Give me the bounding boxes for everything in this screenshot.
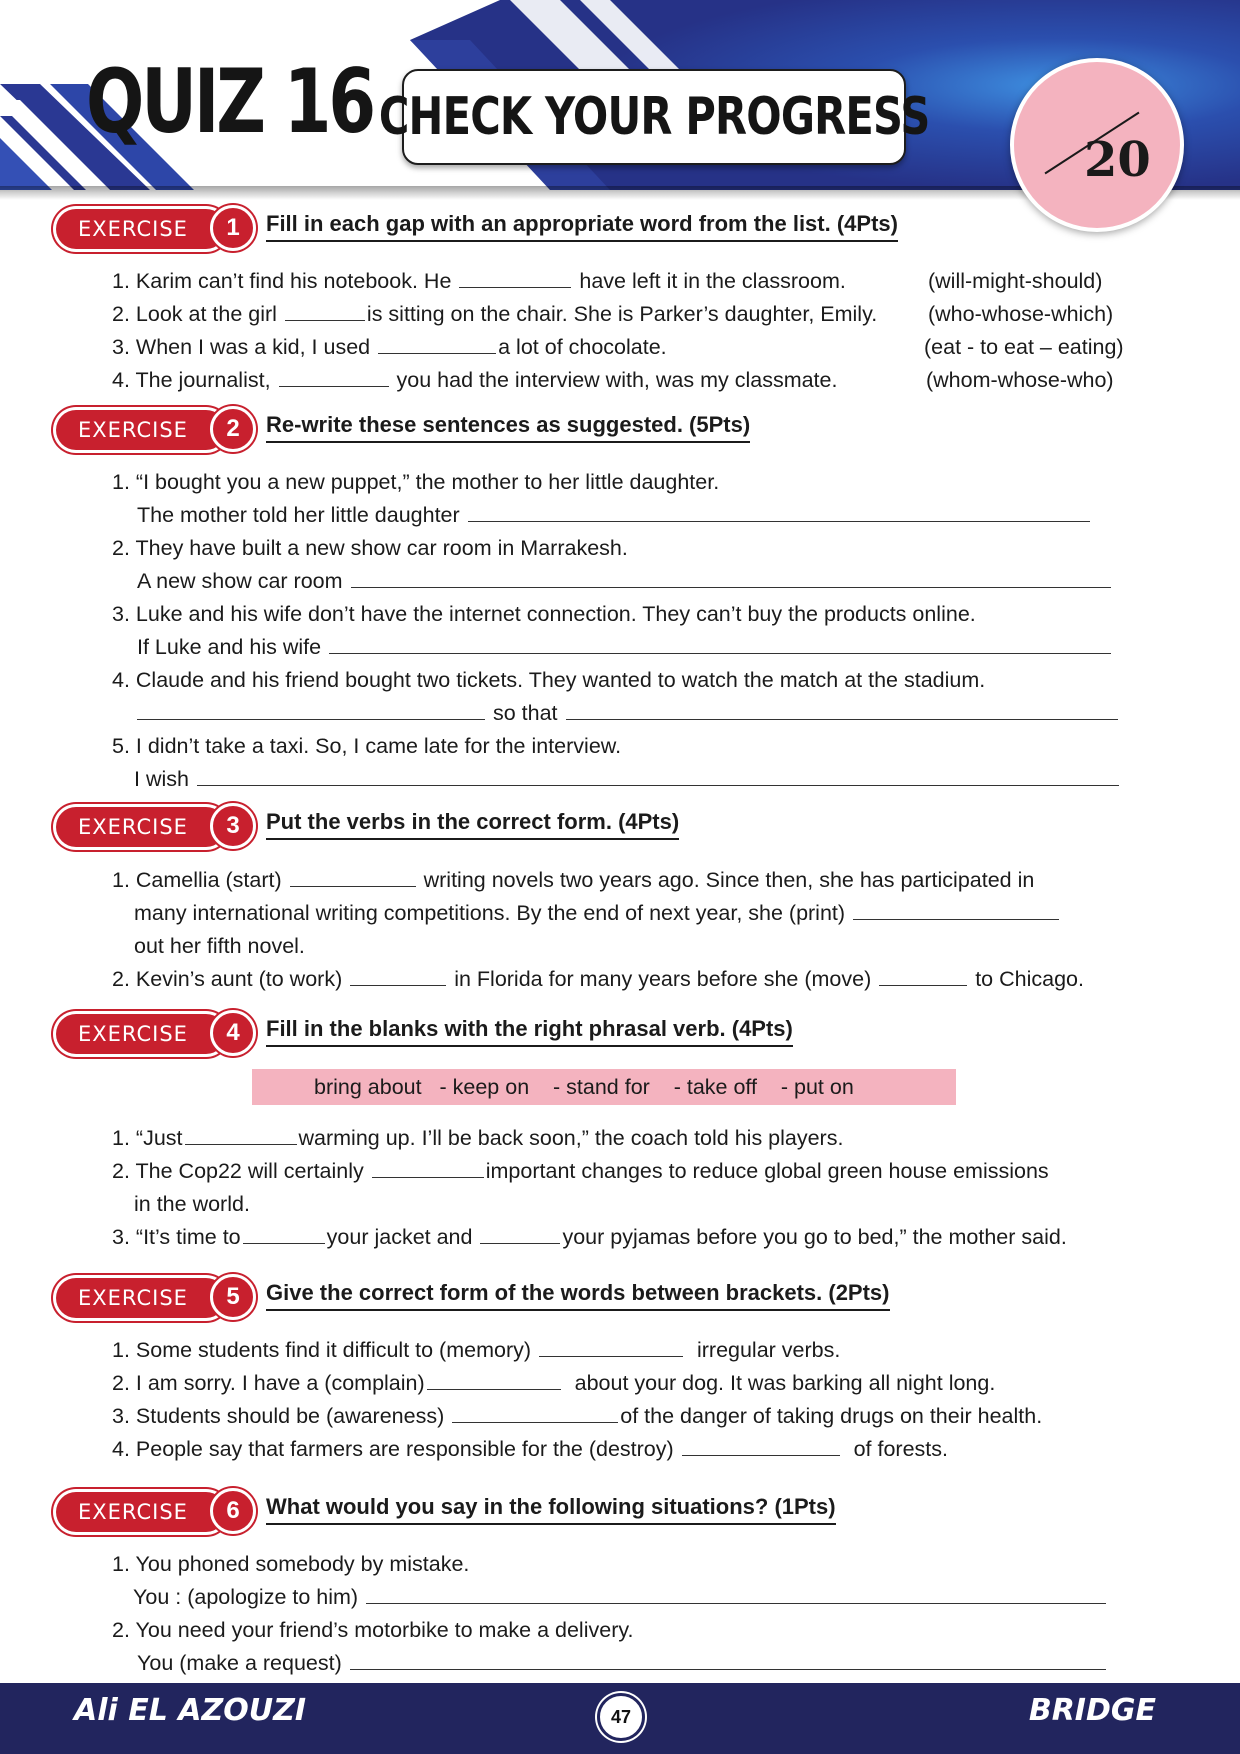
answer-blank[interactable] [378,333,496,354]
question-line: 4. The journalist, you had the interview with, was my classmate. [112,368,838,392]
exercise-title: Re-write these sentences as suggested. (5Pts) [266,412,750,443]
word-options: (who-whose-which) [928,302,1114,326]
answer-blank[interactable] [682,1435,840,1456]
answer-line: so that [135,699,1120,727]
question-line: 2. Look at the girl is sitting on the chair. She is Parker’s daughter, Emily. [112,302,878,326]
check-progress-banner [378,69,930,165]
exercise-title: Fill in each gap with an appropriate word from the list. (4Pts) [266,211,898,242]
question-line: 1. “I bought you a new puppet,” the mother to her little daughter. [112,470,720,494]
question-line: 2. You need your friend’s motorbike to make a delivery. [112,1618,634,1642]
question-line: in the world. [134,1192,250,1216]
answer-line: A new show car room [137,567,1113,595]
exercise-title: Give the correct form of the words between brackets. (2Pts) [266,1280,890,1311]
word-list-text: bring about - keep on - stand for - take off - put on [314,1075,854,1099]
question-line: 3. Students should be (awareness) of the danger of taking drugs on their health. [112,1404,1043,1428]
question-line: 4. People say that farmers are responsible for the (destroy) of forests. [112,1437,948,1461]
exercise-label: EXERCISE [56,1278,226,1318]
answer-line: You (make a request) [137,1649,1108,1677]
answer-blank[interactable] [566,699,1118,720]
question-line: 2. The Cop22 will certainly important changes to reduce global green house emissions [112,1159,1049,1183]
question-line: 3. When I was a kid, I used a lot of chocolate. [112,335,667,359]
page-header [0,0,1240,200]
question-line: 2. Kevin’s aunt (to work) in Florida for many years before she (move) to Chicago. [112,967,1084,991]
exercise-title: What would you say in the following situations? (1Pts) [266,1494,836,1525]
question-line: 3. Luke and his wife don’t have the internet connection. They can’t buy the products online. [112,602,976,626]
answer-blank[interactable] [427,1369,561,1390]
author-name: Ali EL AZOUZI [74,1693,307,1728]
word-options: (eat - to eat – eating) [924,335,1124,359]
exercise-label: EXERCISE [56,807,226,847]
answer-blank[interactable] [285,300,365,321]
answer-line: I wish [134,765,1121,793]
page-number: 47 [597,1693,645,1741]
answer-line: The mother told her little daughter [137,501,1092,529]
exercise-label: EXERCISE [56,1014,226,1054]
answer-blank[interactable] [350,965,446,986]
banner-text: CHECK YOUR PROGRESS [378,87,930,147]
exercise-label: EXERCISE [56,410,226,450]
exercise-title: Fill in the blanks with the right phrasal verb. (4Pts) [266,1016,793,1047]
exercise-number: 3 [210,803,256,849]
exercise-number: 1 [210,205,256,251]
answer-blank[interactable] [185,1124,297,1145]
question-line: many international writing competitions. By the end of next year, she (print) [134,899,1061,927]
question-line: 1. Karim can’t find his notebook. He have left it in the classroom. [112,269,846,293]
exercise-label: EXERCISE [56,209,226,249]
quiz-title: QUIZ 16 [86,50,373,153]
question-line: 5. I didn’t take a taxi. So, I came late for the interview. [112,734,622,758]
exercise-label: EXERCISE [56,1492,226,1532]
question-line: 1. Camellia (start) writing novels two years ago. Since then, she has participated in [112,868,1035,892]
exercise-number: 2 [210,406,256,452]
answer-blank[interactable] [459,267,571,288]
answer-blank[interactable] [329,633,1111,654]
answer-blank[interactable] [197,765,1119,786]
answer-blank[interactable] [539,1336,683,1357]
answer-blank[interactable] [468,501,1090,522]
answer-blank[interactable] [452,1402,618,1423]
answer-blank[interactable] [853,899,1059,920]
exercise-title: Put the verbs in the correct form. (4Pts) [266,809,679,840]
question-line: 2. They have built a new show car room in Marrakesh. [112,536,628,560]
answer-blank[interactable] [137,699,485,720]
phrasal-verb-list [252,1069,956,1105]
question-line: 1. “Just warming up. I’ll be back soon,” the coach told his players. [112,1126,844,1150]
answer-blank[interactable] [350,1649,1106,1670]
exercise-number: 6 [210,1488,256,1534]
answer-blank[interactable] [372,1157,484,1178]
answer-blank[interactable] [480,1223,560,1244]
answer-blank[interactable] [243,1223,325,1244]
question-line: 1. Some students find it difficult to (memory) irregular verbs. [112,1338,841,1362]
exercise-number: 4 [210,1010,256,1056]
brand-name: BRIDGE [1028,1693,1156,1728]
question-line: 1. You phoned somebody by mistake. [112,1552,470,1576]
answer-line: You : (apologize to him) [133,1583,1108,1611]
answer-blank[interactable] [879,965,967,986]
question-line: 2. I am sorry. I have a (complain) about your dog. It was barking all night long. [112,1371,996,1395]
answer-blank[interactable] [290,866,416,887]
answer-blank[interactable] [351,567,1111,588]
question-line: 4. Claude and his friend bought two tickets. They wanted to watch the match at the stadium. [112,668,986,692]
answer-blank[interactable] [366,1583,1106,1604]
answer-blank[interactable] [279,366,389,387]
page-footer [0,1683,1240,1754]
word-options: (whom-whose-who) [926,368,1114,392]
question-line: out her fifth novel. [134,934,305,958]
score-total: 20 [1084,132,1151,188]
score-badge [1010,58,1184,232]
question-line: 3. “It’s time to your jacket and your pyjamas before you go to bed,” the mother said. [112,1225,1067,1249]
answer-line: If Luke and his wife [137,633,1113,661]
word-options: (will-might-should) [928,269,1103,293]
exercise-number: 5 [210,1274,256,1320]
